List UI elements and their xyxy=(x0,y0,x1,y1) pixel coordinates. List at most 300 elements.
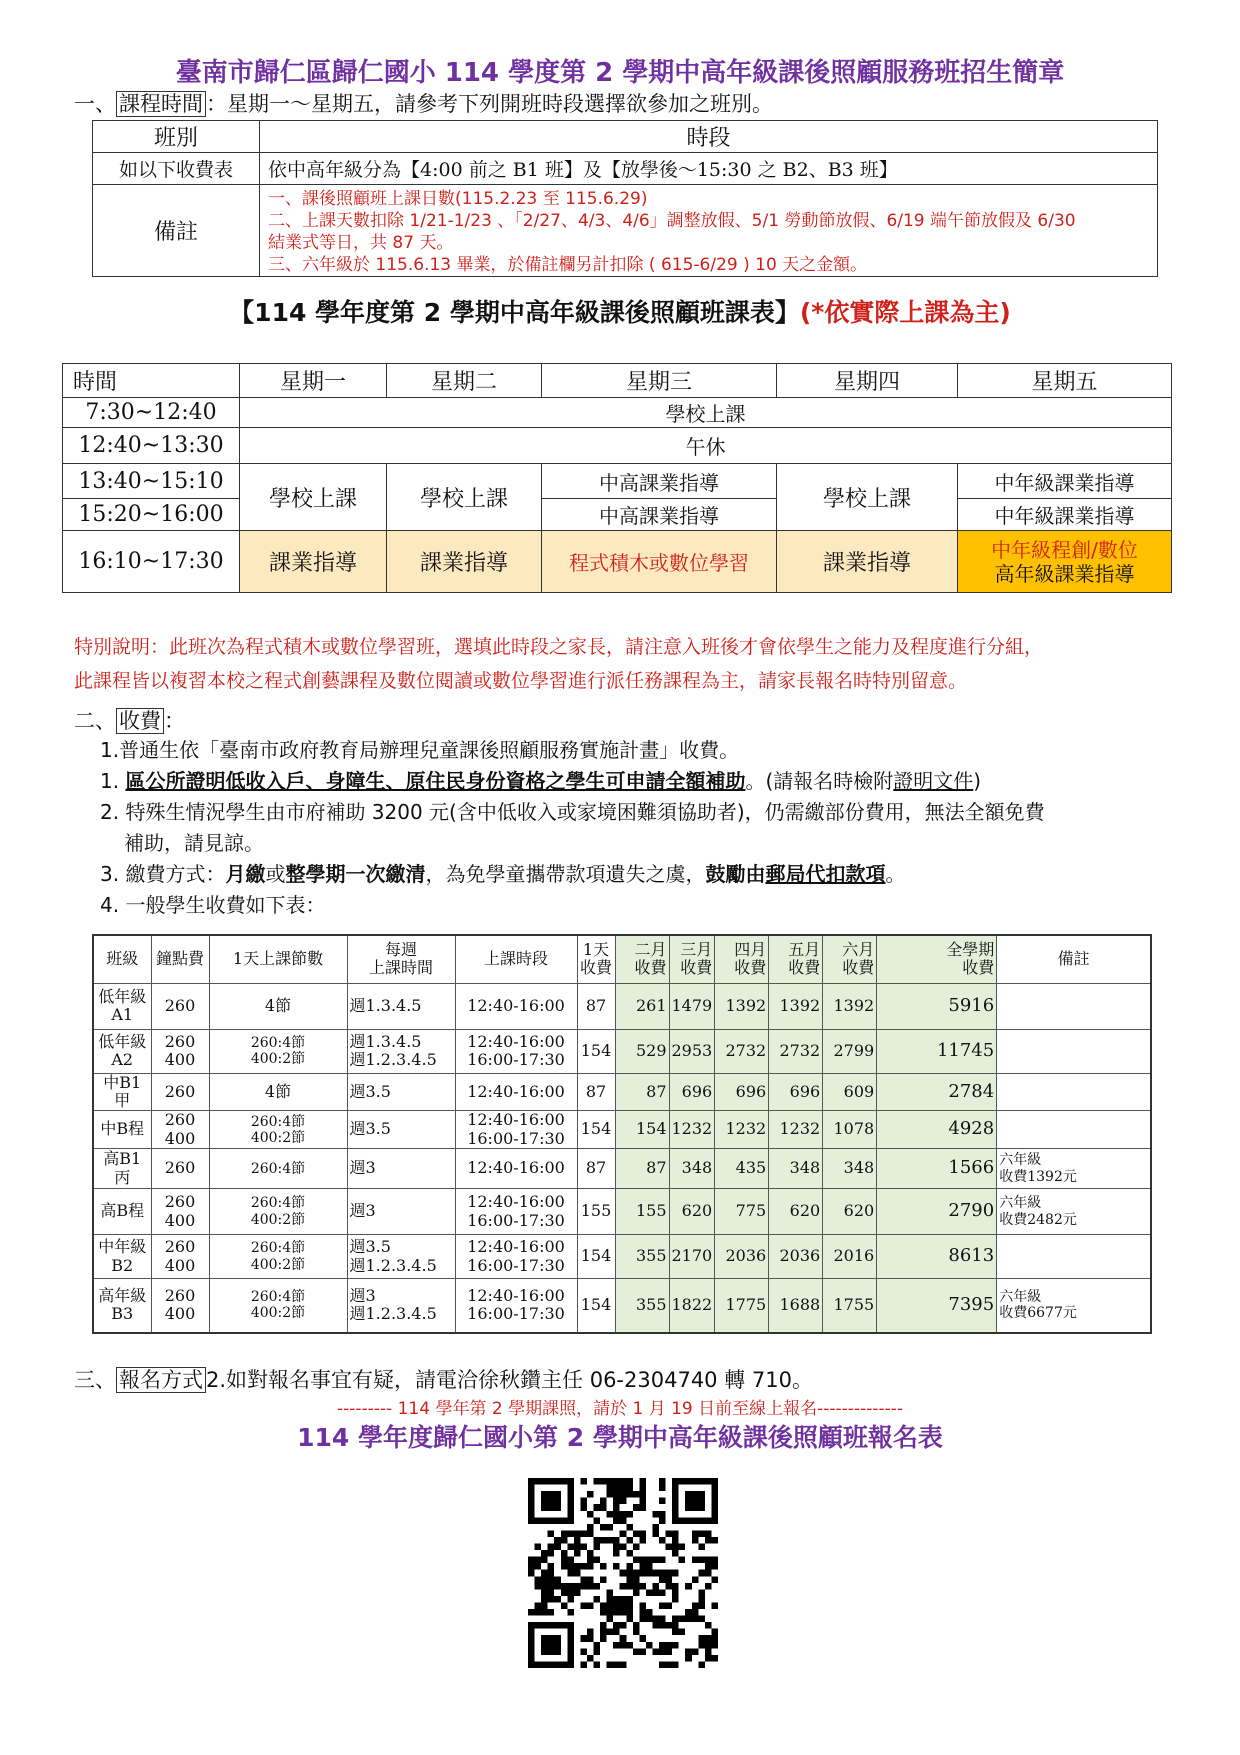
section-fees xyxy=(74,705,185,735)
fee-cell-time-line: 16:00-17:30 xyxy=(467,1050,565,1069)
fee-header-cell xyxy=(455,935,577,983)
fee-cell-m5 xyxy=(769,983,823,1029)
section-register xyxy=(74,1364,813,1394)
fee-cell-week-line: 週1.2.3.4.5 xyxy=(349,1255,437,1275)
fee-cell-periods-line: 400:2節 xyxy=(250,1211,306,1228)
fee-cell-periods-line: 400:2節 xyxy=(250,1051,306,1067)
fri-coding-line: 中年級程創/數位 xyxy=(991,537,1138,562)
schedule-title xyxy=(0,293,1240,329)
section-number: 二、 xyxy=(74,709,116,733)
table-row xyxy=(93,1235,1151,1279)
fee-cell-m2-line: 87 xyxy=(646,1081,667,1101)
header-fri: 星期五 xyxy=(958,364,1172,398)
fee-header-cell-line: 五月 xyxy=(788,939,821,959)
fee-cell-cls xyxy=(93,1235,151,1279)
fee-cell-m3 xyxy=(669,1029,715,1073)
fee-header-cell-line: 全學期 xyxy=(946,939,995,959)
fee-cell-m5-line: 2036 xyxy=(779,1246,821,1266)
fee-cell-cls-line: 中年級 xyxy=(98,1237,147,1257)
fee-cell-week-line: 週1.3.4.5 xyxy=(349,1031,422,1051)
fee-cell-day-line: 87 xyxy=(585,1158,607,1178)
fee-cell-cls-line: 中B1甲 xyxy=(103,1072,142,1110)
fee-cell-total-line: 8613 xyxy=(948,1245,995,1267)
fee-cell-m2 xyxy=(615,1189,669,1235)
fee-cell-m6 xyxy=(823,983,877,1029)
fee-cell-time-line: 12:40-16:00 xyxy=(467,1110,565,1130)
payment-or: 或 xyxy=(265,862,286,886)
fee-item-special: 2. 特殊生情況學生由市府補助 3200 元(含中低收入或家境困難須協助者)，仍需繳部份費用，無法全額免費 xyxy=(100,800,1045,824)
fee-header-cell-line: 二月 xyxy=(634,939,667,959)
fee-cell-day xyxy=(577,1235,615,1279)
fee-cell-note-line: 收費2482元 xyxy=(999,1211,1077,1228)
fee-header-cell-line: 收費 xyxy=(842,958,875,978)
fee-cell-m6 xyxy=(823,1073,877,1111)
fee-header-cell-line: 收費 xyxy=(579,958,612,978)
fee-cell-m6 xyxy=(823,1279,877,1333)
table-row xyxy=(93,1149,1151,1189)
fri-mixed xyxy=(958,531,1172,593)
fee-cell-m6-line: 2799 xyxy=(833,1040,875,1060)
section-label: 收費 xyxy=(116,708,164,734)
fee-cell-m6-line: 2016 xyxy=(833,1246,875,1266)
fee-cell-m4-line: 2732 xyxy=(725,1040,767,1060)
fee-cell-week xyxy=(347,1073,455,1111)
fee-item-table-intro: 4. 一般學生收費如下表： xyxy=(100,893,326,917)
fee-cell-m5 xyxy=(769,1279,823,1333)
fee-cell-m5-line: 1688 xyxy=(779,1295,821,1315)
fee-cell-week xyxy=(347,1189,455,1235)
fee-cell-time-line: 16:00-17:30 xyxy=(467,1304,565,1324)
fee-item-end: ) xyxy=(973,769,982,793)
fee-cell-time xyxy=(455,1029,577,1073)
fee-cell-m3 xyxy=(669,1111,715,1149)
fee-cell-note-line: 六年級 xyxy=(999,1289,1042,1306)
fee-header-cell xyxy=(577,935,615,983)
fee-cell-m4 xyxy=(715,1149,769,1189)
section-text: 2.如對報名事宜有疑，請電洽徐秋鑽主任 06-2304740 轉 710。 xyxy=(206,1368,813,1392)
fee-cell-periods xyxy=(209,1235,347,1279)
fee-cell-total-line: 11745 xyxy=(936,1039,995,1061)
header-tue: 星期二 xyxy=(387,364,542,398)
fee-item-subsidy xyxy=(100,766,1045,797)
cell-remarks-label: 備註 xyxy=(93,185,260,277)
fee-cell-time-line: 12:40-16:00 xyxy=(467,1192,565,1212)
remark-line: 結業式等日，共 87 天。 xyxy=(268,232,454,253)
fee-cell-week-line: 週1.2.3.4.5 xyxy=(349,1304,437,1324)
fee-cell-cls-line: 低年級 xyxy=(98,1031,147,1051)
fee-cell-time-line: 12:40-16:00 xyxy=(467,1237,565,1257)
fee-cell-periods-line: 260:4節 xyxy=(250,1195,306,1212)
section-colon: ： xyxy=(164,709,185,733)
fee-cell-note xyxy=(997,1073,1151,1111)
fee-cell-day xyxy=(577,1149,615,1189)
fee-cell-rate xyxy=(151,1073,209,1111)
payment-prefix: 3. 繳費方式： xyxy=(100,862,226,886)
fee-cell-m6 xyxy=(823,1111,877,1149)
fee-cell-week-line: 週3 xyxy=(349,1158,376,1178)
fee-cell-note xyxy=(997,1111,1151,1149)
fee-cell-periods-line: 400:2節 xyxy=(250,1129,306,1146)
fee-cell-m4 xyxy=(715,1189,769,1235)
fee-header-cell-line: 收費 xyxy=(788,958,821,978)
table-row xyxy=(93,1111,1151,1149)
fee-header-cell-line: 三月 xyxy=(680,939,713,959)
fee-cell-time xyxy=(455,1111,577,1149)
fee-cell-m6-line: 1392 xyxy=(833,995,875,1015)
fee-cell-day xyxy=(577,983,615,1029)
fee-cell-m2 xyxy=(615,1029,669,1073)
schedule-title-text: 【114 學年度第 2 學期中高年級課後照顧班課表】 xyxy=(229,298,800,327)
fee-cell-m4-line: 1392 xyxy=(725,995,767,1015)
fee-cell-total xyxy=(877,983,997,1029)
fee-cell-rate xyxy=(151,983,209,1029)
fee-cell-week xyxy=(347,1149,455,1189)
fee-cell-rate-line: 400 xyxy=(164,1255,196,1275)
tue-homework: 課業指導 xyxy=(387,531,542,593)
fee-cell-m5-line: 696 xyxy=(789,1081,821,1101)
fee-item-general: 1.普通生依「臺南市政府教育局辦理兒童課後照顧服務實施計畫」收費。 xyxy=(100,738,740,762)
fee-cell-m4 xyxy=(715,1279,769,1333)
fee-cell-total xyxy=(877,1235,997,1279)
fee-cell-m5-line: 1232 xyxy=(779,1119,821,1139)
fee-cell-time xyxy=(455,1149,577,1189)
fee-item-special-cont: 補助，請見諒。 xyxy=(124,831,264,855)
fee-cell-day-line: 154 xyxy=(580,1295,612,1315)
fee-cell-m3 xyxy=(669,1235,715,1279)
table-row xyxy=(93,1279,1151,1333)
fee-cell-note xyxy=(997,1189,1151,1235)
fee-cell-m2-line: 355 xyxy=(635,1295,667,1315)
fee-cell-week-line: 週3.5 xyxy=(349,1237,391,1257)
fee-cell-time-line: 12:40-16:00 xyxy=(467,1285,565,1305)
fee-header-cell-line: 備註 xyxy=(1057,949,1090,969)
fee-header-cell xyxy=(823,935,877,983)
fee-header-cell xyxy=(93,935,151,983)
fee-cell-rate-line: 260 xyxy=(164,1237,196,1257)
fee-cell-total xyxy=(877,1073,997,1111)
fee-cell-note-line: 六年級 xyxy=(999,1195,1042,1212)
remark-line: 二、上課天數扣除 1/21-1/23 、「2/27、4/3、4/6」調整放假、5/1 勞動節放假、6/19 端午節放假及 6/30 xyxy=(268,210,1076,231)
register-deadline: --------- 114 學年第 2 學期課照，請於 1 月 19 日前至線上報名-------------- xyxy=(336,1399,904,1419)
fee-cell-rate xyxy=(151,1149,209,1189)
fee-cell-m6 xyxy=(823,1189,877,1235)
fee-cell-m2-line: 529 xyxy=(635,1040,667,1060)
fee-cell-periods-line: 400:2節 xyxy=(250,1256,306,1273)
fee-cell-m3-line: 1232 xyxy=(671,1119,713,1139)
fee-cell-m6-line: 1078 xyxy=(833,1119,875,1139)
thu-homework: 課業指導 xyxy=(777,531,958,593)
fee-cell-rate-line: 260 xyxy=(164,1192,196,1212)
fee-cell-week xyxy=(347,1029,455,1073)
fee-cell-m3 xyxy=(669,1073,715,1111)
fee-cell-periods-line: 4節 xyxy=(264,995,292,1015)
fee-cell-time xyxy=(455,1235,577,1279)
fee-cell-week-line: 週3.5 xyxy=(349,1081,391,1101)
fee-cell-m5-line: 620 xyxy=(789,1201,821,1221)
fee-cell-m5-line: 348 xyxy=(789,1158,821,1178)
fee-cell-cls xyxy=(93,1073,151,1111)
fee-cell-m5 xyxy=(769,1029,823,1073)
header-mon: 星期一 xyxy=(240,364,387,398)
fee-cell-m3-line: 696 xyxy=(681,1081,713,1101)
fee-cell-m5-line: 2732 xyxy=(779,1040,821,1060)
fee-cell-m3 xyxy=(669,983,715,1029)
fee-cell-week-line: 週1.2.3.4.5 xyxy=(349,1050,437,1069)
fee-cell-total-line: 5916 xyxy=(948,994,995,1016)
cell-fee-ref: 如以下收費表 xyxy=(93,153,260,185)
fee-header-cell xyxy=(877,935,997,983)
fee-cell-m6 xyxy=(823,1029,877,1073)
fee-cell-total-line: 2784 xyxy=(948,1080,995,1102)
fee-cell-m3 xyxy=(669,1279,715,1333)
fee-cell-m5 xyxy=(769,1149,823,1189)
fee-cell-time-line: 12:40-16:00 xyxy=(467,995,565,1015)
fee-cell-m5-line: 1392 xyxy=(779,995,821,1015)
fee-cell-m4-line: 775 xyxy=(735,1201,767,1221)
fee-header-cell xyxy=(997,935,1151,983)
fee-cell-periods-line: 260:4節 xyxy=(250,1240,306,1257)
time-slot: 12:40~13:30 xyxy=(63,428,240,464)
time-slot: 15:20~16:00 xyxy=(63,499,240,531)
fee-cell-day-line: 154 xyxy=(580,1119,612,1139)
payment-encourage: 鼓勵由 xyxy=(705,862,766,886)
schedule-title-note: (*依實際上課為主) xyxy=(799,298,1011,327)
fee-cell-m4-line: 696 xyxy=(735,1081,767,1101)
page-title: 臺南市歸仁區歸仁國小 114 學度第 2 學期中高年級課後照顧服務班招生簡章 xyxy=(175,58,1065,88)
fee-cell-m4 xyxy=(715,983,769,1029)
fee-cell-rate-line: 400 xyxy=(164,1210,196,1230)
fee-cell-cls-line: 高B程 xyxy=(100,1201,145,1221)
payment-postal: 郵局代扣款項 xyxy=(765,862,886,886)
cell-remarks xyxy=(260,185,1158,277)
fee-cell-rate-line: 260 xyxy=(164,1110,196,1130)
fee-cell-periods-line: 4節 xyxy=(264,1081,292,1101)
table-row xyxy=(93,1073,1151,1111)
fee-cell-rate-line: 400 xyxy=(164,1050,196,1069)
slot-school: 學校上課 xyxy=(240,398,1172,428)
fee-cell-m2-line: 355 xyxy=(635,1246,667,1266)
section-label: 報名方式 xyxy=(116,1367,206,1393)
fee-cell-m5 xyxy=(769,1073,823,1111)
table-row xyxy=(93,1189,1151,1235)
fee-cell-note xyxy=(997,1149,1151,1189)
fee-cell-periods-line: 260:4節 xyxy=(250,1289,306,1306)
fee-cell-cls xyxy=(93,1189,151,1235)
fee-cell-m4 xyxy=(715,1073,769,1111)
fee-cell-periods xyxy=(209,1029,347,1073)
fee-cell-m2-line: 261 xyxy=(635,995,667,1015)
fee-cell-periods xyxy=(209,983,347,1029)
fee-cell-total-line: 2790 xyxy=(948,1200,995,1222)
fee-item-num: 1. xyxy=(100,769,126,793)
fee-cell-day xyxy=(577,1073,615,1111)
fri-homework-b: 中年級課業指導 xyxy=(958,499,1172,531)
fee-cell-m3-line: 1479 xyxy=(671,995,713,1015)
fee-cell-periods xyxy=(209,1279,347,1333)
fee-cell-m4-line: 1232 xyxy=(725,1119,767,1139)
fee-cell-periods-line: 400:2節 xyxy=(250,1305,306,1322)
fee-cell-note xyxy=(997,983,1151,1029)
header-time: 時間 xyxy=(63,364,240,398)
fee-header-cell xyxy=(209,935,347,983)
fee-header-cell-line: 上課時段 xyxy=(483,949,548,969)
fee-cell-m5 xyxy=(769,1189,823,1235)
fee-cell-rate-line: 260 xyxy=(164,1158,196,1178)
fee-cell-m6-line: 609 xyxy=(843,1081,875,1101)
fee-cell-time xyxy=(455,1279,577,1333)
fee-header-cell xyxy=(615,935,669,983)
fee-cell-total xyxy=(877,1149,997,1189)
wed-coding: 程式積木或數位學習 xyxy=(542,531,777,593)
qr-code-icon[interactable] xyxy=(528,1478,718,1668)
fee-cell-cls-line: 低年級 xyxy=(98,986,147,1006)
fee-header-cell-line: 六月 xyxy=(842,939,875,959)
fee-cell-cls xyxy=(93,1111,151,1149)
fee-cell-time-line: 16:00-17:30 xyxy=(467,1255,565,1275)
fee-cell-m6-line: 348 xyxy=(843,1158,875,1178)
fee-header-cell-line: 收費 xyxy=(962,958,995,978)
fee-header-cell xyxy=(347,935,455,983)
fee-cell-day xyxy=(577,1029,615,1073)
remark-line: 一、課後照顧班上課日數(115.2.23 至 115.6.29) xyxy=(268,188,648,209)
payment-mid: ，為免學童攜帶款項遺失之虞， xyxy=(425,862,706,886)
fee-cell-m3 xyxy=(669,1149,715,1189)
fee-cell-m3-line: 620 xyxy=(681,1201,713,1221)
fee-cell-rate-line: 260 xyxy=(164,1031,196,1051)
fee-cell-cls-line: 高年級 xyxy=(98,1285,147,1305)
fee-item-subsidy-tail: 。(請報名時檢附 xyxy=(745,769,894,793)
fee-cell-m2-line: 155 xyxy=(635,1201,667,1221)
slot-lunch: 午休 xyxy=(240,428,1172,464)
mon-homework: 課業指導 xyxy=(240,531,387,593)
time-slot: 13:40~15:10 xyxy=(63,464,240,499)
fee-cell-total-line: 4928 xyxy=(948,1118,995,1140)
remark-line: 三、六年級於 115.6.13 畢業，於備註欄另計扣除 ( 615-6/29 ) 10 天之金額。 xyxy=(268,254,868,275)
fee-cell-week xyxy=(347,1279,455,1333)
fee-cell-rate-line: 400 xyxy=(164,1304,196,1324)
fee-header-cell-line: 鐘點費 xyxy=(155,949,204,969)
fee-cell-time xyxy=(455,1189,577,1235)
fee-cell-m2-line: 154 xyxy=(635,1119,667,1139)
fee-cell-m6-line: 1755 xyxy=(833,1295,875,1315)
fee-cell-m3-line: 1822 xyxy=(671,1295,713,1315)
fee-cell-rate-line: 260 xyxy=(164,1081,196,1101)
fee-cell-cls xyxy=(93,983,151,1029)
fee-cell-day-line: 154 xyxy=(580,1246,612,1266)
fee-item-subsidy-bold: 區公所證明低收入戶、身障生、原住民身份資格之學生可申請全額補助 xyxy=(125,769,746,793)
fee-cell-day-line: 87 xyxy=(585,995,607,1015)
fee-header-cell xyxy=(769,935,823,983)
fee-cell-day xyxy=(577,1189,615,1235)
fee-header-cell-line: 1天 xyxy=(582,939,610,959)
schedule-table xyxy=(62,363,1172,593)
fee-cell-time-line: 12:40-16:00 xyxy=(467,1158,565,1178)
fee-cell-total-line: 1566 xyxy=(948,1157,995,1179)
fee-cell-note-line: 收費6677元 xyxy=(999,1305,1077,1322)
fee-cell-m5 xyxy=(769,1111,823,1149)
thu-school: 學校上課 xyxy=(777,464,958,531)
fee-cell-note-line: 收費1392元 xyxy=(999,1168,1077,1185)
fee-cell-m6 xyxy=(823,1235,877,1279)
fee-cell-time-line: 16:00-17:30 xyxy=(467,1128,565,1148)
fee-header-cell-line: 上課時間 xyxy=(368,958,433,978)
fee-cell-m2 xyxy=(615,983,669,1029)
fee-cell-m5 xyxy=(769,1235,823,1279)
fee-cell-day-line: 87 xyxy=(585,1081,607,1101)
fee-cell-total xyxy=(877,1189,997,1235)
fee-cell-periods-line: 260:4節 xyxy=(250,1113,306,1130)
fee-cell-m4 xyxy=(715,1029,769,1073)
header-period: 時段 xyxy=(260,121,1158,153)
fee-cell-day-line: 155 xyxy=(580,1201,612,1221)
fee-cell-week-line: 週1.3.4.5 xyxy=(349,995,422,1015)
special-note-line: 此課程皆以複習本校之程式創藝課程及數位閱讀或數位學習進行派任務課程為主，請家長報名時特別留意。 xyxy=(74,670,968,692)
fee-table xyxy=(92,934,1152,1334)
wed-homework-b: 中高課業指導 xyxy=(542,499,777,531)
fee-cell-m3-line: 2953 xyxy=(671,1040,713,1060)
fee-cell-m4 xyxy=(715,1111,769,1149)
fee-cell-m3 xyxy=(669,1189,715,1235)
fee-header-cell-line: 班級 xyxy=(106,949,139,969)
fee-header-row xyxy=(93,935,1151,983)
fee-cell-rate-line: 260 xyxy=(164,995,196,1015)
fee-cell-total xyxy=(877,1279,997,1333)
fee-cell-m2-line: 87 xyxy=(646,1158,667,1178)
fee-item-payment xyxy=(100,859,1045,890)
fee-header-cell-line: 每週 xyxy=(384,939,417,959)
fee-header-cell-line: 1天上課節數 xyxy=(232,949,324,969)
fee-header-cell-line: 收費 xyxy=(634,958,667,978)
fee-cell-m3-line: 2170 xyxy=(671,1246,713,1266)
fee-cell-cls xyxy=(93,1029,151,1073)
fee-cell-week-line: 週3.5 xyxy=(349,1119,391,1139)
fee-cell-periods xyxy=(209,1073,347,1111)
fee-cell-day-line: 154 xyxy=(580,1040,612,1060)
fee-cell-week xyxy=(347,1235,455,1279)
section-number: 一、 xyxy=(74,92,116,116)
fee-header-cell xyxy=(715,935,769,983)
mon-school: 學校上課 xyxy=(240,464,387,531)
fee-cell-m4-line: 1775 xyxy=(725,1295,767,1315)
fee-cell-note xyxy=(997,1235,1151,1279)
section-label: 課程時間 xyxy=(116,91,206,117)
fee-cell-week xyxy=(347,983,455,1029)
class-info-table xyxy=(92,120,1158,277)
fee-cell-periods xyxy=(209,1111,347,1149)
fee-header-cell xyxy=(669,935,715,983)
fee-cell-week xyxy=(347,1111,455,1149)
fee-cell-time-line: 12:40-16:00 xyxy=(467,1031,565,1051)
fee-cell-total xyxy=(877,1111,997,1149)
fee-cell-cls xyxy=(93,1149,151,1189)
fee-cell-note-line: 六年級 xyxy=(999,1152,1042,1169)
fee-cell-note xyxy=(997,1279,1151,1333)
fee-header-cell-line: 四月 xyxy=(734,939,767,959)
fee-cell-cls-line: 中B程 xyxy=(100,1119,145,1139)
fee-header-cell-line: 收費 xyxy=(680,958,713,978)
fee-cell-m2 xyxy=(615,1235,669,1279)
header-class: 班別 xyxy=(93,121,260,153)
wed-homework-a: 中高課業指導 xyxy=(542,464,777,499)
fee-cell-m3-line: 348 xyxy=(681,1158,713,1178)
fee-cell-m4-line: 435 xyxy=(735,1158,767,1178)
fee-cell-m4 xyxy=(715,1235,769,1279)
time-slot: 7:30~12:40 xyxy=(63,398,240,428)
fee-cell-periods-line: 260:4節 xyxy=(250,1160,306,1177)
fee-cell-day xyxy=(577,1279,615,1333)
fee-cell-periods-line: 260:4節 xyxy=(250,1034,306,1051)
fee-cell-rate xyxy=(151,1279,209,1333)
